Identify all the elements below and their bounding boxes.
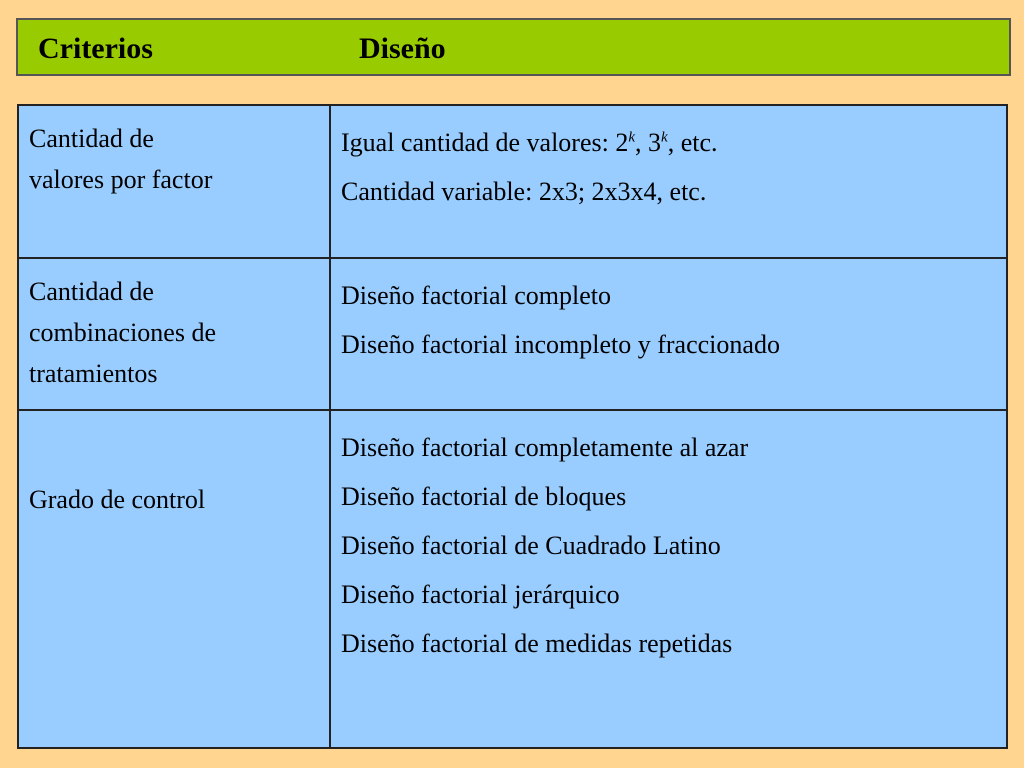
diseno-item: Cantidad variable: 2x3; 2x3x4, etc. xyxy=(341,177,707,206)
diseno-item: Diseño factorial de medidas repetidas xyxy=(341,629,733,658)
criterio-text: Cantidad de xyxy=(29,124,154,153)
diseno-item: Diseño factorial de Cuadrado Latino xyxy=(341,531,721,560)
criteria-table xyxy=(17,104,1008,749)
table-row xyxy=(18,105,1007,258)
diseno-item: Diseño factorial de bloques xyxy=(341,482,627,511)
criterio-cell xyxy=(18,410,330,748)
table-row xyxy=(18,410,1007,748)
diseno-item: Diseño factorial jerárquico xyxy=(341,580,620,609)
diseno-item: Igual cantidad de valores: 2$^k$, 3$^k$, etc. xyxy=(341,128,718,157)
header-criterios: Criterios xyxy=(38,32,153,65)
table-row xyxy=(18,258,1007,410)
header-bar xyxy=(16,18,1011,76)
diseno-cell xyxy=(330,410,1007,748)
criterio-text: tratamientos xyxy=(29,359,158,388)
criterio-text: valores por factor xyxy=(29,165,213,194)
diseno-item: Diseño factorial completamente al azar xyxy=(341,433,749,462)
criterio-text: combinaciones de xyxy=(29,318,216,347)
diseno-item: Diseño factorial incompleto y fraccionado xyxy=(341,330,780,359)
criterio-text: Grado de control xyxy=(29,484,206,514)
diseno-cell xyxy=(330,105,1007,258)
diseno-item: Diseño factorial completo xyxy=(341,281,612,310)
criterio-text: Cantidad de xyxy=(29,277,154,306)
criterio-cell xyxy=(18,258,330,410)
header-diseno: Diseño xyxy=(359,32,446,65)
diseno-cell xyxy=(330,258,1007,410)
criterio-cell xyxy=(18,105,330,258)
